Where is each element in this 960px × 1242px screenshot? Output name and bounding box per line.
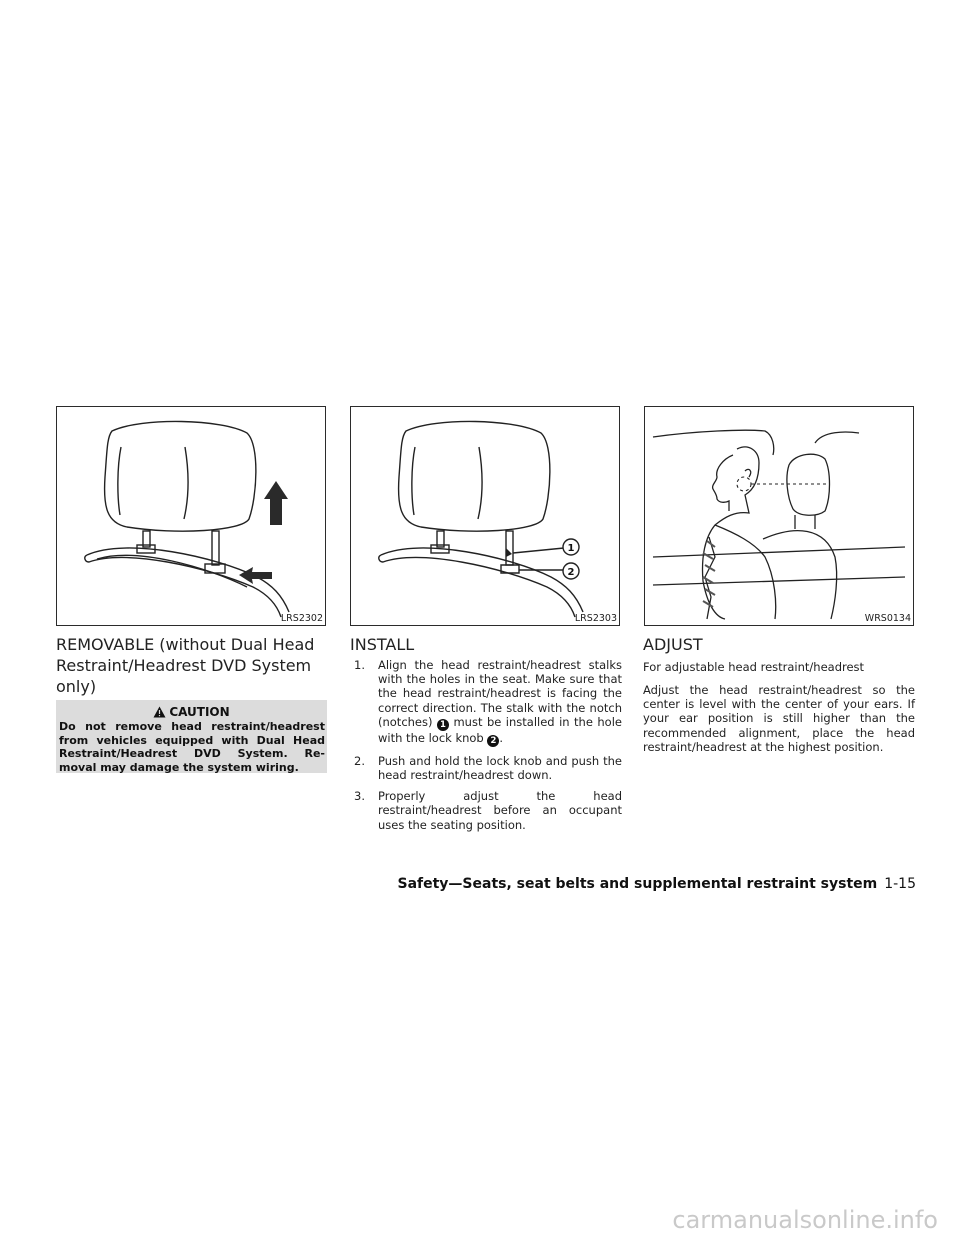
step-text: Push and hold the lock knob and push the head restraint/headrest down. [378,753,622,783]
headrest-install-illustration [351,407,621,627]
caution-label: CAUTION [169,705,230,719]
page-number: 1-15 [884,876,916,892]
install-step-1 [352,658,622,747]
caution-title [56,705,327,721]
adjust-subheading: For adjustable head restraint/headrest [643,660,865,674]
page-footer [398,876,917,892]
install-step-3 [352,789,622,832]
install-heading: INSTALL [350,635,415,654]
figure-install [350,406,620,626]
step-number: 3. [354,789,365,804]
headrest-removal-illustration [57,407,327,627]
headrest-adjust-illustration [645,407,915,627]
install-step-2 [352,754,622,782]
figure-adjust [644,406,914,626]
figure-removal [56,406,326,626]
footer-section-title: Safety—Seats, seat belts and supplemental restraint system [397,876,878,892]
figure-code: WRS0134 [864,613,911,624]
callout-2-icon: 2 [487,735,499,747]
adjust-heading: ADJUST [643,635,703,654]
step-text: must be installed in the hole with the lock knob [378,714,622,745]
watermark: carmanualsonline.info [672,1206,938,1234]
step-text: . [499,730,504,745]
step-text: Properly adjust the head restraint/headrest before an occupant uses the seating position. [378,789,622,832]
removable-heading: REMOVABLE (without Dual Head Restraint/Headrest DVD System only) [56,635,315,696]
step-number: 1. [354,658,365,672]
figure-code: LRS2302 [280,613,323,624]
install-steps [352,658,622,839]
step-number: 2. [354,753,365,768]
figure-code: LRS2303 [574,613,617,624]
callout-1-icon: 1 [437,719,449,731]
figure-callout-1: 1 [567,543,575,554]
step-text: Align the head restraint/headrest stalks with the holes in the seat. Make sure that the head restraint/headrest is facing the correct direction. The stalk with the notch (notches) [378,658,622,729]
adjust-body: Adjust the head restraint/headrest so the center is level with the center of your ears. If your ear position is still higher than the recommended alignment, place the head restraint/headrest at the highest position. [643,683,915,754]
figure-callout-2: 2 [567,567,575,578]
caution-box [56,700,327,773]
warning-triangle-icon [153,706,166,721]
caution-text: Do not remove head restraint/headrest from vehicles equipped with Dual Head Restraint/Headrest DVD System. Re- moval may damage the system wiring. [59,720,325,774]
